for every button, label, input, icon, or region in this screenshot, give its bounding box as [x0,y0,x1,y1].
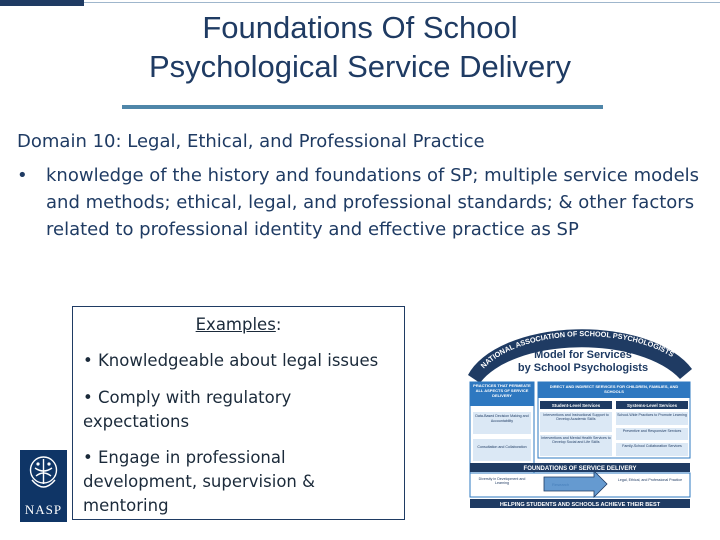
left-panel-header: PRACTICES THAT PERMEATE ALL ASPECTS OF SERVICE DELIVERY [473,383,531,398]
student-level-item: Interventions and Mental Health Services to Develop Social and Life Skills [541,436,611,445]
title-line-2: Psychological Service Delivery [148,49,572,84]
bullet-point [17,162,707,243]
student-level-header: Student-Level Services [551,403,601,408]
nasp-logo-text: NASP [24,502,63,517]
example-item: • Comply with regulatory expectations [83,388,292,431]
title-line-1: Foundations Of School [202,10,518,45]
bullet-text: knowledge of the history and foundations of SP; multiple service models and methods; ethical, legal, and professional standards; & other factors related to professional identity and effective practice as SP [46,165,700,240]
student-level-item: Interventions and Instructional Support to Develop Academic Skills [543,413,609,422]
systems-level-item: School-Wide Practices to Promote Learning [617,413,687,417]
examples-heading-label: Examples [195,315,276,334]
example-item: • Engage in professional development, supervision & mentoring [83,448,315,515]
systems-level-item: Family-School Collaboration Services [622,444,682,448]
example-item: • Knowledgeable about legal issues [83,351,379,370]
domain-heading: Domain 10: Legal, Ethical, and Professional Practice [17,131,485,152]
foundation-item: Legal, Ethical, and Professional Practice [617,478,683,482]
systems-level-item: Preventive and Responsive Services [622,429,682,433]
foundations-label: FOUNDATIONS OF SERVICE DELIVERY [523,466,637,472]
slide-title [0,8,720,86]
top-accent-line [84,2,720,3]
systems-level-header: Systems-Level Services [626,403,678,408]
bullet-marker: • [17,165,28,186]
nasp-logo [20,450,67,522]
model-title-line-2: by School Psychologists [517,362,649,374]
model-title-line-1: Model for Services [534,349,632,361]
foundation-item: Diversity in Development and Learning [478,477,526,486]
top-accent-bar [0,0,84,6]
left-panel-item: Consultation and Collaboration [477,445,527,449]
nasp-emblem-icon [20,450,67,522]
examples-heading-colon: : [275,315,282,334]
examples-heading [73,313,404,337]
footer-label: HELPING STUDENTS AND SCHOOLS ACHIEVE THEIR BEST [499,502,661,508]
left-panel-item: Data-Based Decision Making and Accountability [475,414,529,423]
examples-box [72,306,405,520]
model-graphic [466,323,694,511]
title-underline [122,105,603,109]
model-arc-text: NATIONAL ASSOCIATION OF SCHOOL PSYCHOLOGISTS [478,329,676,371]
right-panel-header: DIRECT AND INDIRECT SERVICES FOR CHILDREN, FAMILIES, AND SCHOOLS [549,384,679,394]
